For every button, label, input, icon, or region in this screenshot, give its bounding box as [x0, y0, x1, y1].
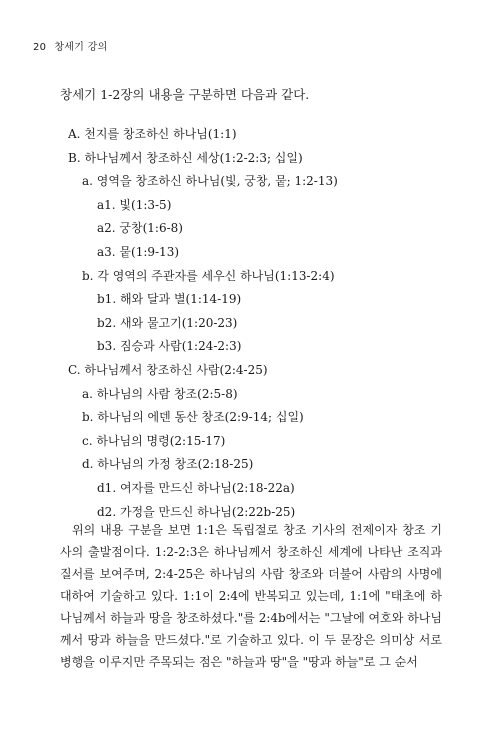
outline-item: a3. 뭍(1:9-13)	[97, 245, 180, 259]
outline-item: a. 하나님의 사람 창조(2:5-8)	[82, 386, 238, 401]
running-head	[33, 38, 108, 53]
outline-item: d. 하나님의 가정 창조(2:18-25)	[82, 457, 254, 472]
body-paragraph-text: 위의 내용 구분을 보면 1:1은 독립절로 창조 기사의 전제이자 창조 기사의 출발점이다. 1:2-2:3은 하나님께서 창조하신 세계에 나타난 조직과 질서를 보여주며, 2:4-25은 하나님의 사람 창조와 더불어 사람의 사명에 대하여 기술하고 있다. 1:1이 2:4에 반복되고 있는데, 1:1에 "태초에 하나님께서 하늘과 땅을 창조하셨다."를 2:4b에서는 "그날에 여호와 하나님께서 땅과 하늘을 만드셨다."로 기술하고 있다. 이 두 문장은 의미상 서로 병행을 이루지만 주목되는 점은 "하늘과 땅"을 "땅과 하늘"로 그 순서	[60, 523, 442, 669]
book-title: 창세기 강의	[54, 42, 108, 53]
outline-item: a2. 궁창(1:6-8)	[97, 221, 183, 236]
outline-item: a1. 빛(1:3-5)	[97, 197, 172, 212]
outline-item: B. 하나님께서 창조하신 세상(1:2-2:3; 십일)	[68, 150, 303, 165]
outline-item: b2. 새와 물고기(1:20-23)	[97, 315, 238, 330]
body-paragraph	[60, 519, 442, 673]
outline-item: A. 천지를 창조하신 하나님(1:1)	[68, 127, 237, 141]
outline-item: a. 영역을 창조하신 하나님(빛, 궁창, 뭍; 1:2-13)	[82, 174, 338, 189]
intro-sentence: 창세기 1-2장의 내용을 구분하면 다음과 같다.	[60, 87, 310, 102]
outline-item: b1. 해와 달과 별(1:14-19)	[97, 292, 242, 307]
outline-item: c. 하나님의 명령(2:15-17)	[82, 433, 226, 448]
page-number: 20	[33, 42, 47, 53]
outline-item: b3. 짐승과 사람(1:24-2:3)	[97, 339, 242, 354]
outline-item: b. 각 영역의 주관자를 세우신 하나님(1:13-2:4)	[82, 268, 335, 283]
outline-item: C. 하나님께서 창조하신 사람(2:4-25)	[68, 363, 268, 377]
outline-item: d2. 가정을 만드신 하나님(2:22b-25)	[97, 504, 296, 519]
outline-item: b. 하나님의 에덴 동산 창조(2:9-14; 십일)	[82, 410, 304, 425]
outline-item: d1. 여자를 만드신 하나님(2:18-22a)	[97, 481, 295, 495]
